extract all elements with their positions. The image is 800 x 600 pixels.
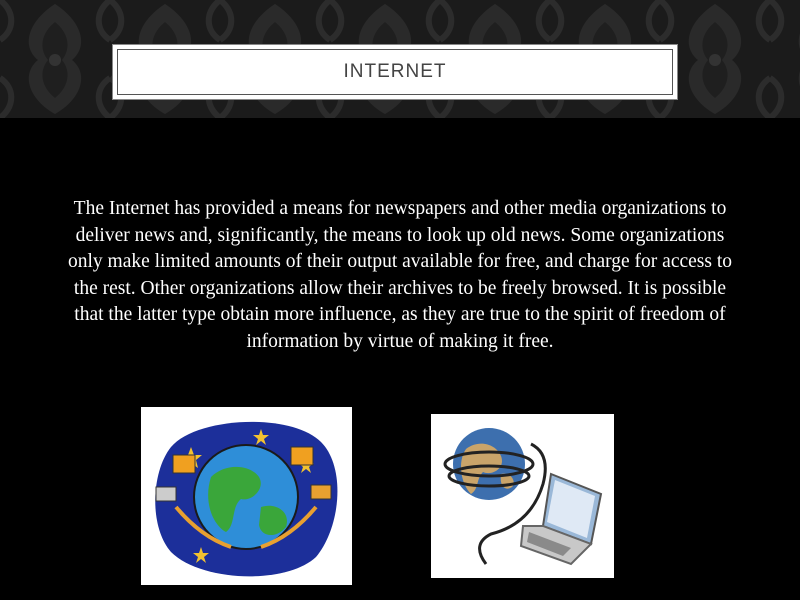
globe-clipart-icon [141,407,352,585]
title-box [112,44,678,100]
body-paragraph: The Internet has provided a means for newspapers and other media organizations to deliver news and, significantly, the means to look up old news. Some organizations only make limited amounts of their output available for free, and charge for access to the rest. Other organizations allow their archives to be freely browsed. It is possible that the latter type obtain more influence, as they are true to the spirit of freedom of information by virtue of making it free. [67,198,733,352]
globe-laptop-icon [431,414,614,578]
slide-title: INTERNET [343,61,447,82]
globe-clipart-image [141,407,352,585]
title-frame [117,49,673,95]
globe-laptop-image [431,414,614,578]
